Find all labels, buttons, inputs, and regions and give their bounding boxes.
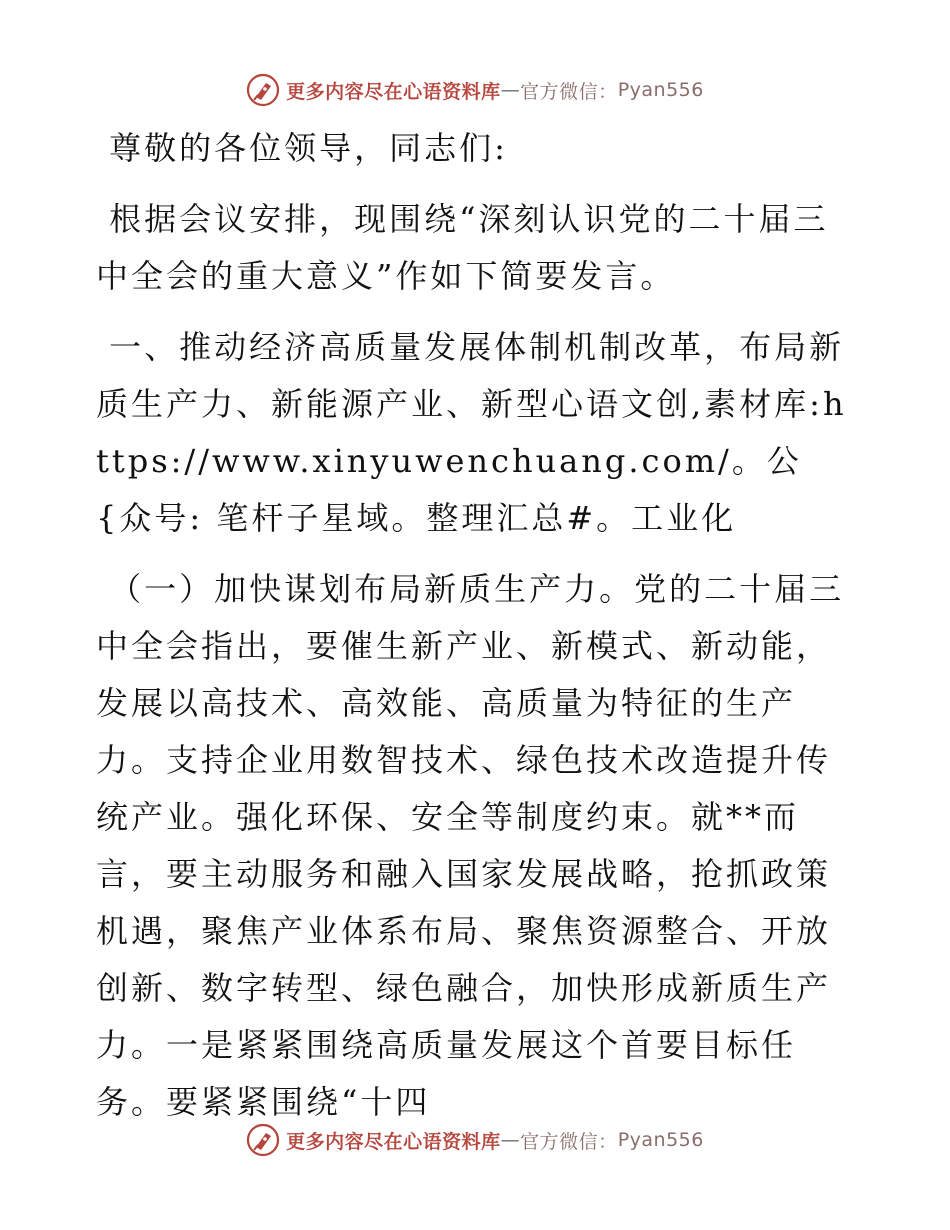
watermark-separator: — — [500, 79, 521, 101]
paragraph-subsection: （一）加快谋划布局新质生产力。党的二十届三中全会指出，要催生新产业、新模式、新动能，发展以高技术、高效能、高质量为特征的生产力。支持企业用数智技术、绿色技术改造提升传统产业。强化环保、安全等制度约束。就**而言，要主动服务和融入国家发展战略，抢抓政策机遇，聚焦产业体系布局、聚焦资源整合、开放创新、数字转型、绿色融合，加快形成新质生产力。一是紧紧围绕高质量发展这个首要目标任务。要紧紧围绕“十四 — [96, 570, 845, 1121]
greeting-line: 尊敬的各位领导，同志们: — [96, 129, 508, 167]
watermark-main-text: 更多内容尽在心语资料库 — [286, 1130, 501, 1153]
watermark-banner-top — [0, 70, 950, 110]
watermark-wechat-label: 官方微信： — [520, 80, 618, 103]
watermark-wechat-id: Pyan556 — [617, 1129, 704, 1151]
document-body — [96, 120, 856, 1131]
paragraph-section-heading: 一、推动经济高质量发展体制机制改革，布局新质生产力、新能源产业、新型心语文创,素材库:https://www.xinyuwenchuang.com/。公{众号: 笔杆子星域。整理汇总#。工业化 — [96, 328, 847, 537]
watermark-wechat-label: 官方微信： — [520, 1130, 618, 1153]
watermark-main-text: 更多内容尽在心语资料库 — [286, 80, 501, 103]
pen-nib-logo-icon — [246, 1123, 280, 1157]
watermark-separator: — — [500, 1129, 521, 1151]
paragraph-intro: 根据会议安排，现围绕“深刻认识党的二十届三中全会的重大意义”作如下简要发言。 — [96, 200, 829, 295]
pen-nib-logo-icon — [246, 73, 280, 107]
watermark-wechat-id: Pyan556 — [617, 79, 704, 101]
watermark-banner-bottom — [0, 1120, 950, 1160]
